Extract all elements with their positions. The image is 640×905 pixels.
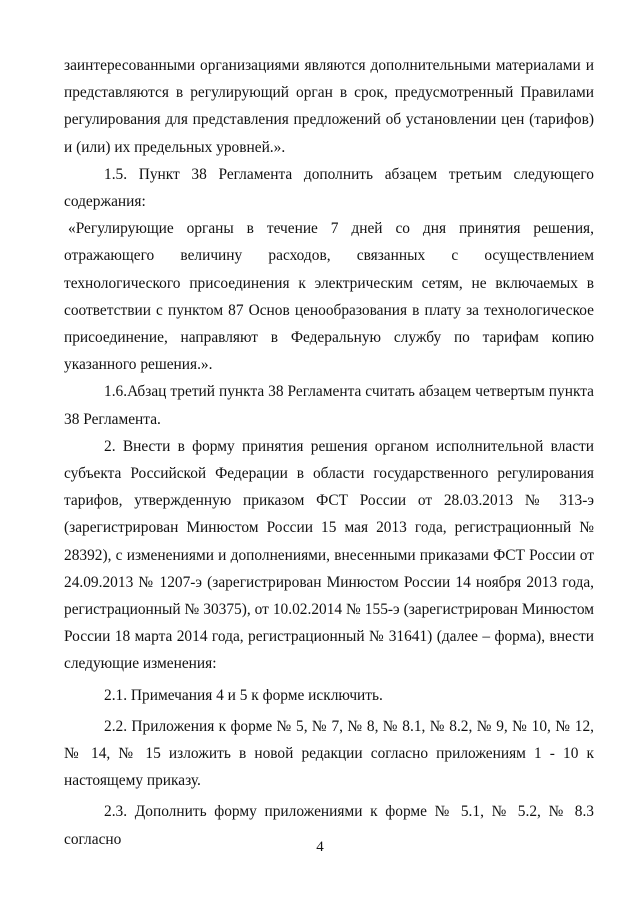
paragraph-2: 2. Внести в форму принятия решения органом исполнительной власти субъекта Российской Федерации в области государственного регулирования тарифов, утвержденную приказом ФСТ России от 28.03.2013 № 313-э (зарегистрирован Минюстом России 15 мая 2013 года, регистрационный № 28392), с изменениями и дополнениями, внесенными приказами ФСТ России от 24.09.2013 № 1207-э (зарегистрирован Минюстом России 14 ноября 2013 года, регистрационный № 30375), от 10.02.2014 № 155-э (зарегистрирован Минюстом России 18 марта 2014 года, регистрационный № 31641) (далее – форма), внести следующие изменения: <box>64 437 594 673</box>
document-body <box>64 52 594 853</box>
paragraph-1-6: 1.6.Абзац третий пункта 38 Регламента считать абзацем четвертым пункта 38 Регламента. <box>64 383 594 428</box>
paragraph-2-1: 2.1. Примечания 4 и 5 к форме исключить. <box>104 686 383 704</box>
paragraph-2-3: 2.3. Дополнить форму приложениями к форме № 5.1, № 5.2, № 8.3 согласно <box>64 803 594 848</box>
paragraph-quote: «Регулирующие органы в течение 7 дней со дня принятия решения, отражающего величину расходов, связанных с осуществлением технологического присоединения к электрическим сетям, не включаемых в соответствии с пунктом 87 Основ ценообразования в плату за технологическое присоединение, направляют в Федеральную службу по тарифам копию указанного решения.». <box>64 220 594 374</box>
paragraph-2-2: 2.2. Приложения к форме № 5, № 7, № 8, № 8.1, № 8.2, № 9, № 10, № 12, № 14, № 15 изложить в новой редакции согласно приложениям 1 - 10 к настоящему приказу. <box>64 717 594 790</box>
page-number: 4 <box>316 839 324 855</box>
paragraph-1-5: 1.5. Пункт 38 Регламента дополнить абзацем третьим следующего содержания: <box>64 165 594 211</box>
paragraph-continuation: заинтересованными организациями являются дополнительными материалами и представляются в регулирующий орган в срок, предусмотренный Правилами регулирования для представления предложений об установлении цен (тарифов) и (или) их предельных уровней.». <box>64 57 594 156</box>
